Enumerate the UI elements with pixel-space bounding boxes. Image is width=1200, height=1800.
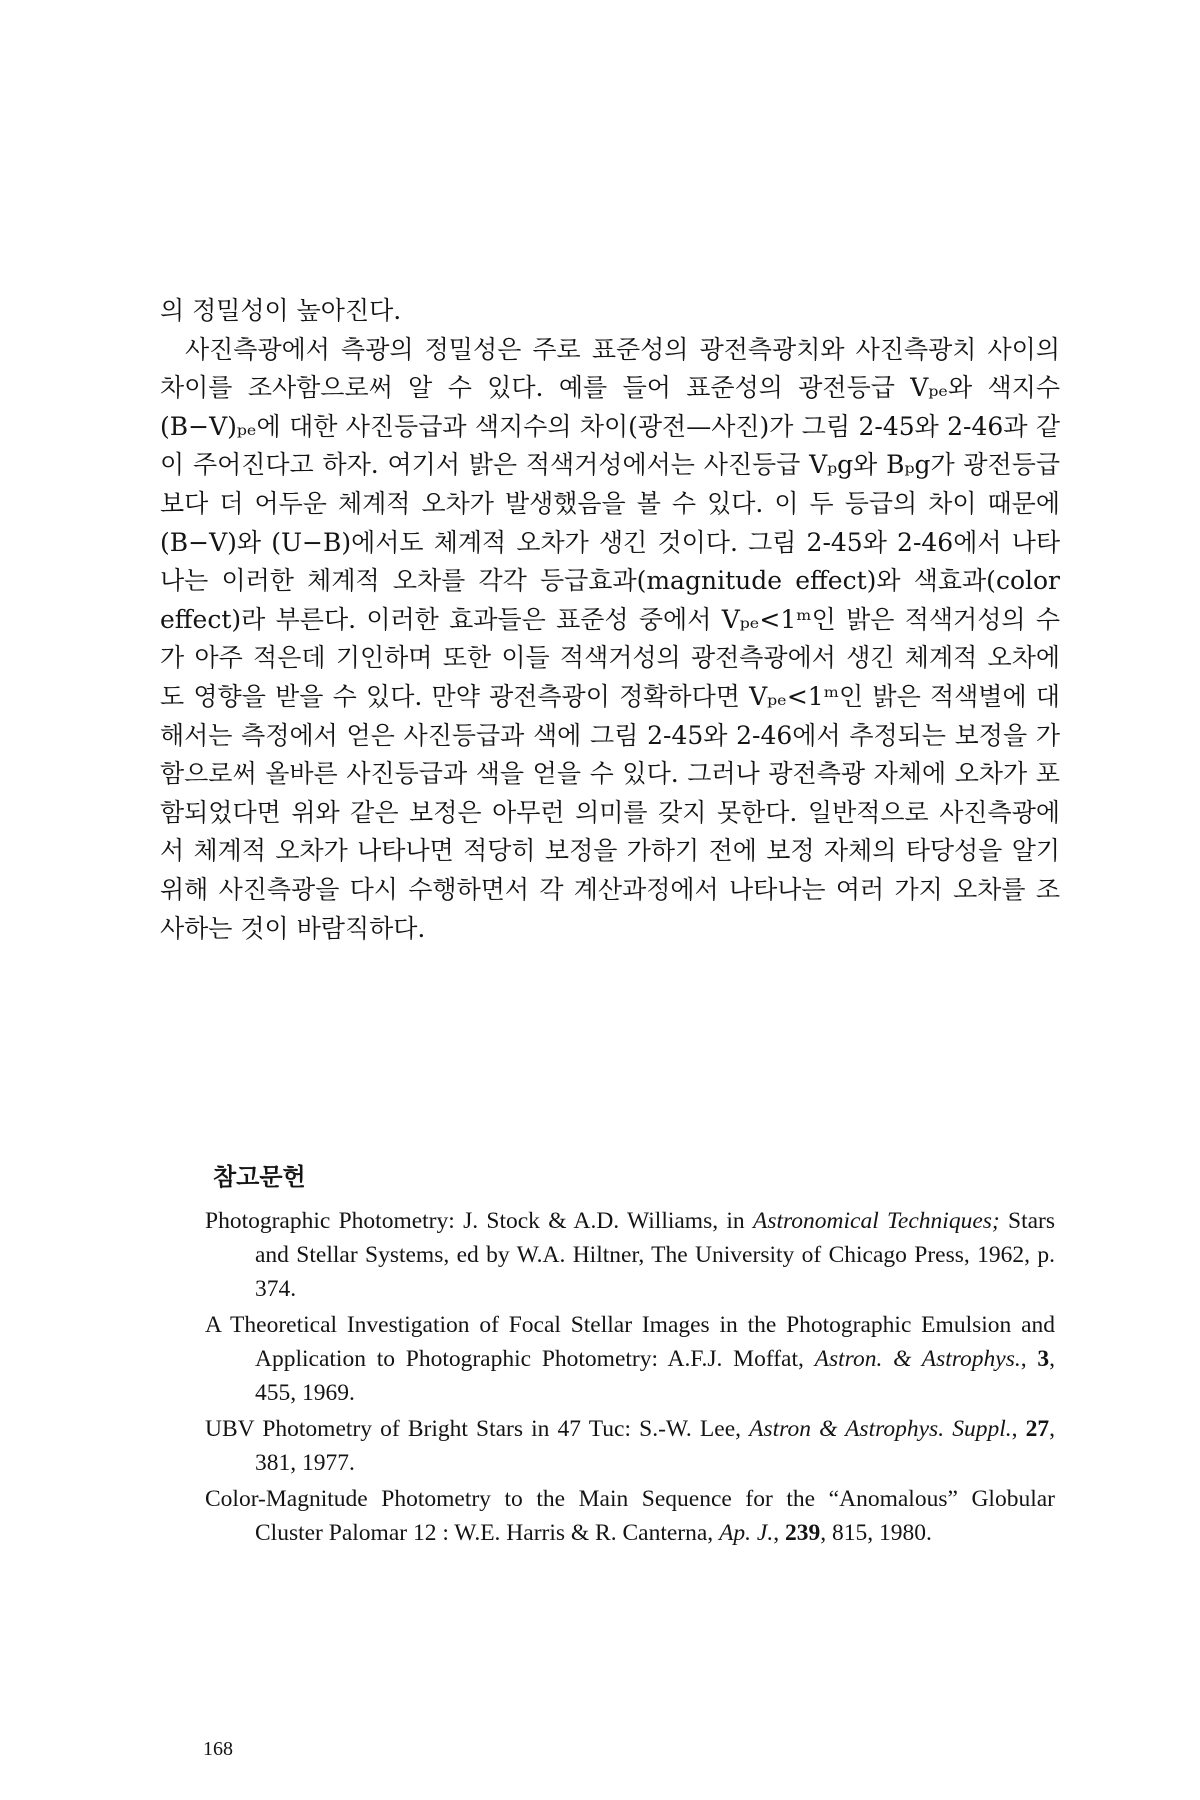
reference-volume: 3 [1037, 1346, 1050, 1372]
reference-item [205, 1308, 1055, 1410]
reference-details: , 455, 1969. [255, 1346, 1055, 1406]
paragraph-continuation: 의 정밀성이 높아진다. [160, 296, 402, 325]
reference-title: A Theoretical Investigation of Focal Stellar Images in the Photographic Emulsion and Application to Photographic Photometry: A.F.J. Moffat, [205, 1312, 1055, 1372]
references-heading: 참고문헌 [213, 1163, 306, 1191]
reference-details: , 815, 1980. [820, 1520, 932, 1546]
reference-item [205, 1482, 1055, 1550]
references-section [205, 1160, 1055, 1552]
reference-title: Color-Magnitude Photometry to the Main Sequence for the “Anomalous” Globular Cluster Palomar 12 : W.E. Harris & R. Canterna, [205, 1486, 1055, 1546]
reference-source: Ap. J. [719, 1520, 774, 1546]
paragraph-main: 사진측광에서 측광의 정밀성은 주로 표준성의 광전측광치와 사진측광치 사이의 차이를 조사함으로써 알 수 있다. 예를 들어 표준성의 광전등급 Vₚₑ와 색지수 (B−V)ₚₑ에 대한 사진등급과 색지수의 차이(광전—사진)가 그림 2-45와 2-46과 같이 주어진다고 하자. 여기서 밝은 적색거성에서는 사진등급 Vₚg와 Bₚg가 광전등급보다 더 어두운 체계적 오차가 발생했음을 볼 수 있다. 이 두 등급의 차이 때문에 (B−V)와 (U−B)에서도 체계적 오차가 생긴 것이다. 그림 2-45와 2-46에서 나타나는 이러한 체계적 오차를 각각 등급효과(magnitude effect)와 색효과(color effect)라 부른다. 이러한 효과들은 표준성 중에서 Vₚₑ<1ᵐ인 밝은 적색거성의 수가 아주 적은데 기인하며 또한 이들 적색거성의 광전측광에서 생긴 체계적 오차에도 영향을 받을 수 있다. 만약 광전측광이 정확하다면 Vₚₑ<1ᵐ인 밝은 적색별에 대해서는 측정에서 얻은 사진등급과 색에 그림 2-45와 2-46에서 추정되는 보정을 가함으로써 올바른 사진등급과 색을 얻을 수 있다. 그러나 광전측광 자체에 오차가 포함되었다면 위와 같은 보정은 아무런 의미를 갖지 못한다. 일반적으로 사진측광에서 체계적 오차가 나타나면 적당히 보정을 가하기 전에 보정 자체의 타당성을 알기 위해 사진측광을 다시 수행하면서 각 계산과정에서 나타나는 여러 가지 오차를 조사하는 것이 바람직하다. [160, 334, 1060, 943]
reference-details: Stars and Stellar Systems, ed by W.A. Hiltner, The University of Chicago Press, 1962, p. 374. [255, 1208, 1056, 1302]
reference-separator: , [1020, 1346, 1038, 1372]
reference-item [205, 1204, 1055, 1306]
reference-source: Astronomical Techniques; [752, 1208, 1000, 1234]
reference-source: Astron & Astrophys. Suppl. [749, 1416, 1012, 1442]
page-number: 168 [203, 1738, 233, 1760]
reference-item [205, 1412, 1055, 1480]
reference-separator: , [773, 1520, 785, 1546]
reference-details: , 381, 1977. [255, 1416, 1056, 1476]
reference-volume: 239 [784, 1520, 821, 1546]
reference-title: UBV Photometry of Bright Stars in 47 Tuc: S.-W. Lee, [205, 1416, 750, 1442]
reference-title: Photographic Photometry: J. Stock & A.D. Williams, in [205, 1208, 753, 1234]
reference-volume: 27 [1025, 1416, 1050, 1442]
body-text [160, 292, 1060, 948]
reference-source: Astron. & Astrophys. [814, 1346, 1021, 1372]
reference-separator: , [1011, 1416, 1026, 1442]
